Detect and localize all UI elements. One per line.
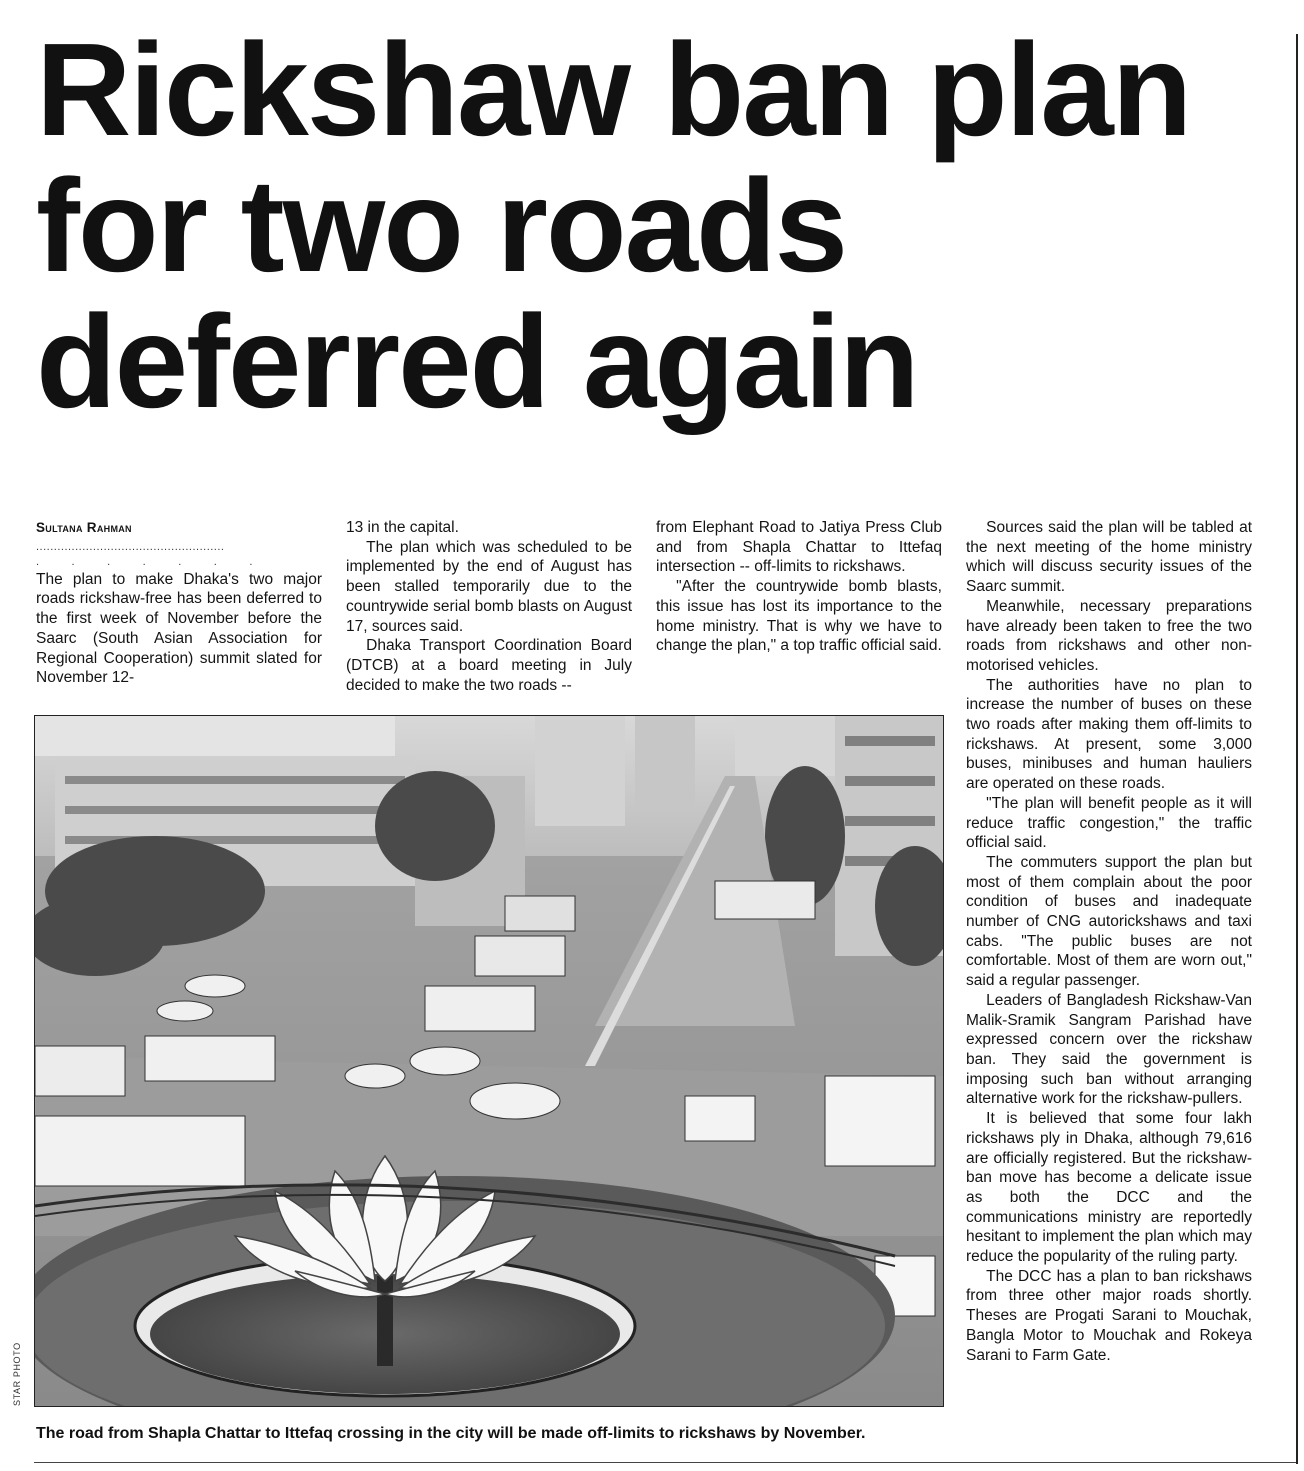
- headline-line-1: Rickshaw ban plan: [36, 16, 1191, 163]
- street-photo-illustration: [35, 716, 943, 1406]
- article-column-1: [36, 518, 322, 688]
- paragraph-3-continued: from Elephant Road to Jatiya Press Club and from Shapla Chattar to Ittefaq intersection -- off-limits to rickshaws.: [656, 519, 942, 576]
- byline-separator: ..................................................... . . . . . . .: [36, 540, 253, 568]
- headline-line-3: deferred again: [36, 288, 918, 435]
- paragraph-4: "After the countrywide bomb blasts, this issue has lost its importance to the home ministry. That is why we have to change the plan," a top traffic official said.: [656, 578, 942, 655]
- headline: [36, 16, 1286, 435]
- paragraph-3: Dhaka Transport Coordination Board (DTCB) at a board meeting in July decided to make the two roads --: [346, 637, 632, 694]
- photo-credit: STAR PHOTO: [12, 1342, 22, 1406]
- page-rule-bottom: [34, 1462, 1296, 1463]
- article-column-2: [346, 518, 632, 695]
- paragraph-7: The authorities have no plan to increase the number of buses on these two roads after making them off-limits to rickshaws. At present, some 3,000 buses, minibuses and human hauliers are operated on these roads.: [966, 676, 1252, 793]
- paragraph-2: The plan which was scheduled to be implemented by the end of August has been stalled temporarily due to the countrywide serial bomb blasts on August 17, sources said.: [346, 538, 632, 635]
- paragraph-10: Leaders of Bangladesh Rickshaw-Van Malik-Sramik Sangram Parishad have expressed concern over the rickshaw ban. They said the government is imposing such ban without arranging alternative work for the rickshaw-pullers.: [966, 991, 1252, 1108]
- byline: Sultana Rahman: [36, 520, 132, 535]
- paragraph-5: Sources said the plan will be tabled at the next meeting of the home ministry which will discuss security issues of the Saarc summit.: [966, 519, 1252, 596]
- article-column-4: [966, 518, 1252, 1365]
- street-photo: [34, 715, 944, 1407]
- photo-caption: The road from Shapla Chattar to Ittefaq crossing in the city will be made off-limits to rickshaws by November.: [36, 1425, 866, 1442]
- paragraph-9: The commuters support the plan but most of them complain about the poor condition of buses and inadequate number of CNG autorickshaws and taxi cabs. "The public buses are not comfortable. Most of them are worn out," said a regular passenger.: [966, 853, 1252, 990]
- paragraph-1-continued: 13 in the capital.: [346, 519, 459, 536]
- headline-line-2: for two roads: [36, 152, 847, 299]
- paragraph-8: "The plan will benefit people as it will reduce traffic congestion," the traffic official said.: [966, 794, 1252, 852]
- column-rule-right: [1296, 34, 1298, 1464]
- paragraph-12: The DCC has a plan to ban rickshaws from three other major roads shortly. Theses are Progati Sarani to Mouchak, Bangla Motor to Mouchak and Rokeya Sarani to Farm Gate.: [966, 1267, 1252, 1364]
- paragraph-6: Meanwhile, necessary preparations have already been taken to free the two roads from rickshaws and other non-motorised vehicles.: [966, 597, 1252, 674]
- paragraph-1: The plan to make Dhaka's two major roads rickshaw-free has been deferred to the first week of November before the Saarc (South Asian Association for Regional Cooperation) summit slated for November 12-: [36, 570, 322, 687]
- paragraph-11: It is believed that some four lakh rickshaws ply in Dhaka, although 79,616 are officially registered. But the rickshaw-ban move has become a delicate issue as both the DCC and the communications ministry are reportedly hesitant to implement the plan which may reduce the popularity of the ruling party.: [966, 1110, 1252, 1266]
- article-column-3: [656, 518, 942, 656]
